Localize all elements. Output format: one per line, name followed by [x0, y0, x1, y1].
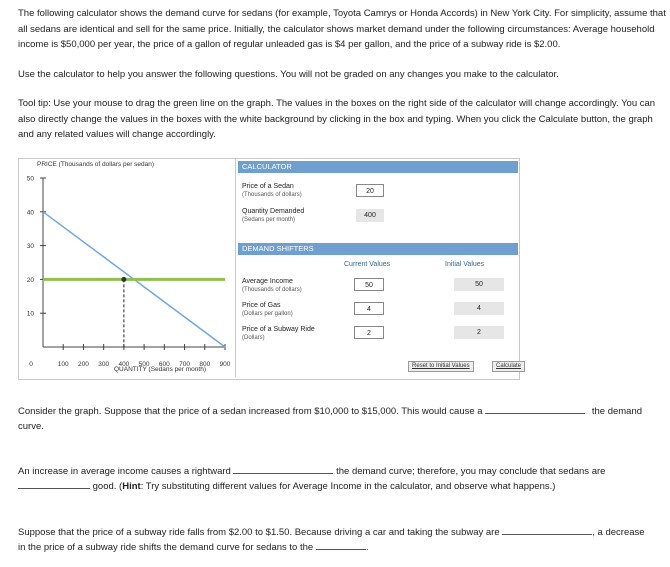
question-1-text: Consider the graph. Suppose that the price of a sedan increased from $10,000 to $15,000. This would cause a: [18, 406, 483, 417]
question-3-after: , a decrease: [592, 527, 645, 538]
instructions-paragraph: Use the calculator to help you answer the following questions. You will not be graded on any changes you make to the calculator.: [18, 69, 559, 80]
question-2-text: An increase in average income causes a rightward: [18, 466, 231, 477]
sedan-price-title: Price of a Sedan: [242, 183, 294, 190]
x-tick-label: 100: [57, 361, 69, 368]
x-tick-label: 300: [98, 361, 110, 368]
y-tick-label: 20: [26, 276, 34, 284]
demand-shifters-header: DEMAND SHIFTERS: [238, 243, 518, 255]
x-tick-label: 400: [118, 361, 130, 368]
y-axis-label: PRICE (Thousands of dollars per sedan): [37, 161, 155, 168]
initial-values-header: Initial Values: [445, 261, 485, 268]
question-3-line2: in the price of a subway ride shifts the demand curve for sedans to the: [18, 542, 314, 553]
question-2-hint-label: Hint: [122, 481, 141, 492]
gas-price-label: [242, 301, 293, 319]
gas-price-initial: 4: [454, 302, 504, 315]
equilibrium-point: [121, 277, 126, 282]
average-income-initial: 50: [454, 278, 504, 291]
average-income-label: [242, 277, 302, 295]
current-values-header: Current Values: [344, 261, 391, 268]
subway-price-input[interactable]: 2: [354, 326, 384, 339]
calculate-button[interactable]: Calculate: [492, 361, 525, 372]
sedan-price-unit: (Thousands of dollars): [242, 192, 302, 198]
question-3-end: .: [365, 542, 369, 553]
x-tick-label: 800: [199, 361, 211, 368]
demand-graph: [19, 159, 233, 377]
question-1: [18, 404, 670, 434]
tool-tip-paragraph: Tool tip: Use your mouse to drag the green line on the graph. The values in the boxes on the right side of the calculator will change accordingly. You can also directly change the values in the boxes with the white background by clicking in the box and typing. When you click the Calculate button, the graph and any related values will change accordingly.: [18, 98, 656, 140]
origin-label: 0: [29, 361, 33, 368]
y-tick-label: 50: [26, 175, 34, 183]
x-tick-label: 700: [179, 361, 190, 368]
question-2-hint: : Try substituting different values for Average Income in the calculator, and observe what happens.): [140, 481, 556, 492]
calculator-header: CALCULATOR: [238, 161, 518, 173]
calculator-panel: [235, 159, 522, 377]
average-income-input[interactable]: 50: [354, 278, 384, 291]
question-3: [18, 525, 670, 555]
question-1-after: the demand: [591, 406, 643, 417]
sedan-price-input[interactable]: 20: [356, 184, 384, 197]
gas-price-title: Price of Gas: [242, 302, 281, 309]
subway-price-initial: 2: [454, 326, 504, 339]
x-axis-label: QUANTITY (Sedans per month): [114, 366, 206, 373]
y-tick-label: 30: [26, 243, 34, 251]
demand-chart[interactable]: [19, 159, 233, 377]
x-tick-label: 200: [78, 361, 89, 368]
intro-paragraph: The following calculator shows the demand curve for sedans (for example, Toyota Camrys or Honda Accords) in New York City. For simplicity, assume that all sedans are identical and sell for the same price. Initially, the calculator shows market demand under the following circumstances: Average household income is $50,000 per year, the price of a gallon of regular unleaded gas is $4 per gallon, and the price of a subway ride is $2.00.: [18, 8, 666, 50]
question-3-blank-2[interactable]: [316, 540, 366, 550]
gas-price-unit: (Dollars per gallon): [242, 311, 293, 317]
average-income-unit: (Thousands of dollars): [242, 287, 302, 293]
sedan-price-label: [242, 182, 302, 200]
average-income-title: Average Income: [242, 278, 293, 285]
gas-price-input[interactable]: 4: [354, 302, 384, 315]
quantity-demanded-value: 400: [356, 209, 384, 222]
x-tick-label: 900: [219, 361, 231, 368]
demand-calculator: [18, 158, 520, 380]
quantity-demanded-label: [242, 207, 304, 225]
reset-button[interactable]: Reset to Initial Values: [408, 361, 474, 372]
question-2-good: good. (: [92, 481, 123, 492]
subway-price-label: [242, 325, 315, 343]
question-2-blank-2[interactable]: [18, 479, 90, 489]
quantity-demanded-unit: (Sedans per month): [242, 217, 296, 223]
subway-price-title: Price of a Subway Ride: [242, 326, 315, 333]
question-2-blank-1[interactable]: [233, 464, 333, 474]
question-3-blank-1[interactable]: [502, 525, 592, 535]
x-tick-label: 500: [138, 361, 150, 368]
question-3-text: Suppose that the price of a subway ride falls from $2.00 to $1.50. Because driving a car and taking the subway are: [18, 527, 500, 538]
y-tick-label: 40: [26, 209, 34, 217]
question-1-end: curve.: [18, 421, 44, 432]
question-1-blank[interactable]: [485, 404, 585, 414]
quantity-demanded-title: Quantity Demanded: [242, 208, 305, 215]
y-tick-label: 10: [26, 310, 34, 318]
question-2-after: the demand curve; therefore, you may conclude that sedans are: [336, 466, 606, 477]
x-tick-label: 600: [158, 361, 170, 368]
question-2: [18, 464, 670, 494]
subway-price-unit: (Dollars): [242, 335, 265, 341]
